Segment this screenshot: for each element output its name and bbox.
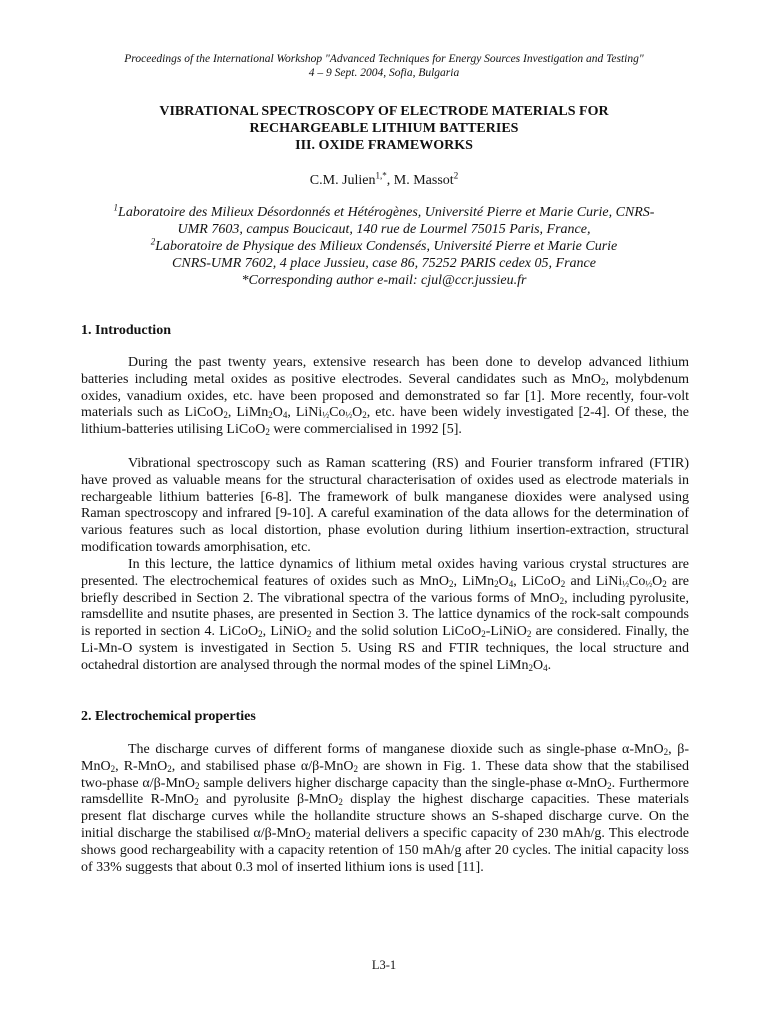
paper-title-line-1: VIBRATIONAL SPECTROSCOPY OF ELECTRODE MATERIALS FOR [159,104,609,119]
intro-paragraph-3: In this lecture, the lattice dynamics of lithium metal oxides having various crystal structures are presented. The electrochemical features of oxides such as MnO$_2$, $LiMn_2O_4$, LiCoO$_2$ and $LiNi_{\frac{1}{2}}Co_{\frac{1}{2}}O_2$ are briefly described in Section 2. The vibrational spectra of the various forms of MnO$_2$, including pyrolusite, ramsdellite and nsutite phases, are presented in Section 3. The lattice dynamics of the rock-salt compounds is reported in section 4. LiCoO$_2$, LiNiO$_2$ and the solid solution LiCoO$_2$-LiNiO$_2$ are considered. Finally, the Li-Mn-O system is investigated in Section 5. Using RS and FTIR techniques, the local structure and octahedral distortion are analysed through the normal modes of the spinel $LiMn_2O_4$. [81,557,690,673]
page-number: L3-1 [371,958,397,972]
corresponding-author: *Corresponding author e-mail: cjul@ccr.jussieu.fr [241,273,527,288]
author-name: C.M. Julien [309,173,376,188]
author-name: M. Massot [393,173,454,188]
paper-title-line-3: III. OXIDE FRAMEWORKS [295,138,473,153]
author-affiliation-mark: 1,* [375,170,387,181]
author-separator: , [386,173,394,188]
intro-paragraph-2: Vibrational spectroscopy such as Raman scattering (RS) and Fourier transform infrared (FTIR) have proved as valuable means for the structural characterisation of oxides used as electrode materials in rechargeable lithium batteries [6-8]. The framework of bulk manganese dioxides were analysed using Raman spectroscopy and infrared [9-10]. A careful examination of the data allows for the determination of various features such as local distortion, phase evolution during lithium insertion-extraction, structural modification towards amorphisation, etc. [81,456,689,555]
affiliation-1-line-2: UMR 7603, campus Boucicaut, 140 rue de Lourmel 75015 Paris, France, [177,222,591,237]
author-affiliation-mark: 2 [453,170,459,181]
proceedings-header-line-1: Proceedings of the International Workshop "Advanced Techniques for Energy Sources Investigation and Testing" [124,53,644,65]
paper-title-line-2: RECHARGEABLE LITHIUM BATTERIES [249,121,519,136]
author-list [40,172,728,189]
electrochem-paragraph-1: The discharge curves of different forms of manganese dioxide such as single-phase α-MnO$_2$, β-MnO$_2$, R-MnO$_2$, and stabilised phase α/β-MnO$_2$ are shown in Fig. 1. These data show that the stabilised two-phase α/β-MnO$_2$ sample delivers higher discharge capacity than the single-phase α-MnO$_2$. Furthermore ramsdellite R-MnO$_2$ and pyrolusite β-MnO$_2$ display the highest discharge capacities. These materials present flat discharge curves while the hollandite structure shows an S-shaped discharge curve. On the initial discharge the stabilised α/β-MnO$_2$ material delivers a specific capacity of 230 mAh/g. This electrode shows good rechargeability with a capacity retention of 150 mAh/g after 20 cycles. The initial capacity loss of 33% suggests that about 0.3 mol of inserted lithium ions is used [11]. [81,742,690,875]
affiliation-2-line-2: CNRS-UMR 7602, 4 place Jussieu, case 86, 75252 PARIS cedex 05, France [172,256,596,271]
section-heading-electrochemical: 2. Electrochemical properties [81,709,256,724]
affiliation-mark: 1 [113,202,119,213]
affiliation-mark: 2 [150,236,156,247]
proceedings-header-line-2: 4 – 9 Sept. 2004, Sofia, Bulgaria [308,67,460,79]
affiliation-2-line-1: $^2$Laboratoire de Physique des Milieux Condensés, Université Pierre et Marie Curie [150,236,618,254]
affiliation-1-line-1: $^1$Laboratoire des Milieux Désordonnés et Hétérogènes, Université Pierre et Marie Curie, CNRS- [113,202,655,220]
intro-paragraph-1: During the past twenty years, extensive research has been done to develop advanced lithium batteries including metal oxides as positive electrodes. Several candidates such as MnO$_2$, molybdenum oxides, vanadium oxides, etc. have been proposed and demonstrated so far [1]. More recently, four-volt materials such as LiCoO$_2$, $LiMn_2O_4$, $LiNi_{\frac{1}{2}}Co_{\frac{1}{2}}O_2$, etc. have been widely investigated [2-4]. Of these, the lithium-batteries utilising LiCoO$_2$ were commercialised in 1992 [5]. [81,355,689,438]
section-heading-introduction: 1. Introduction [81,323,171,338]
